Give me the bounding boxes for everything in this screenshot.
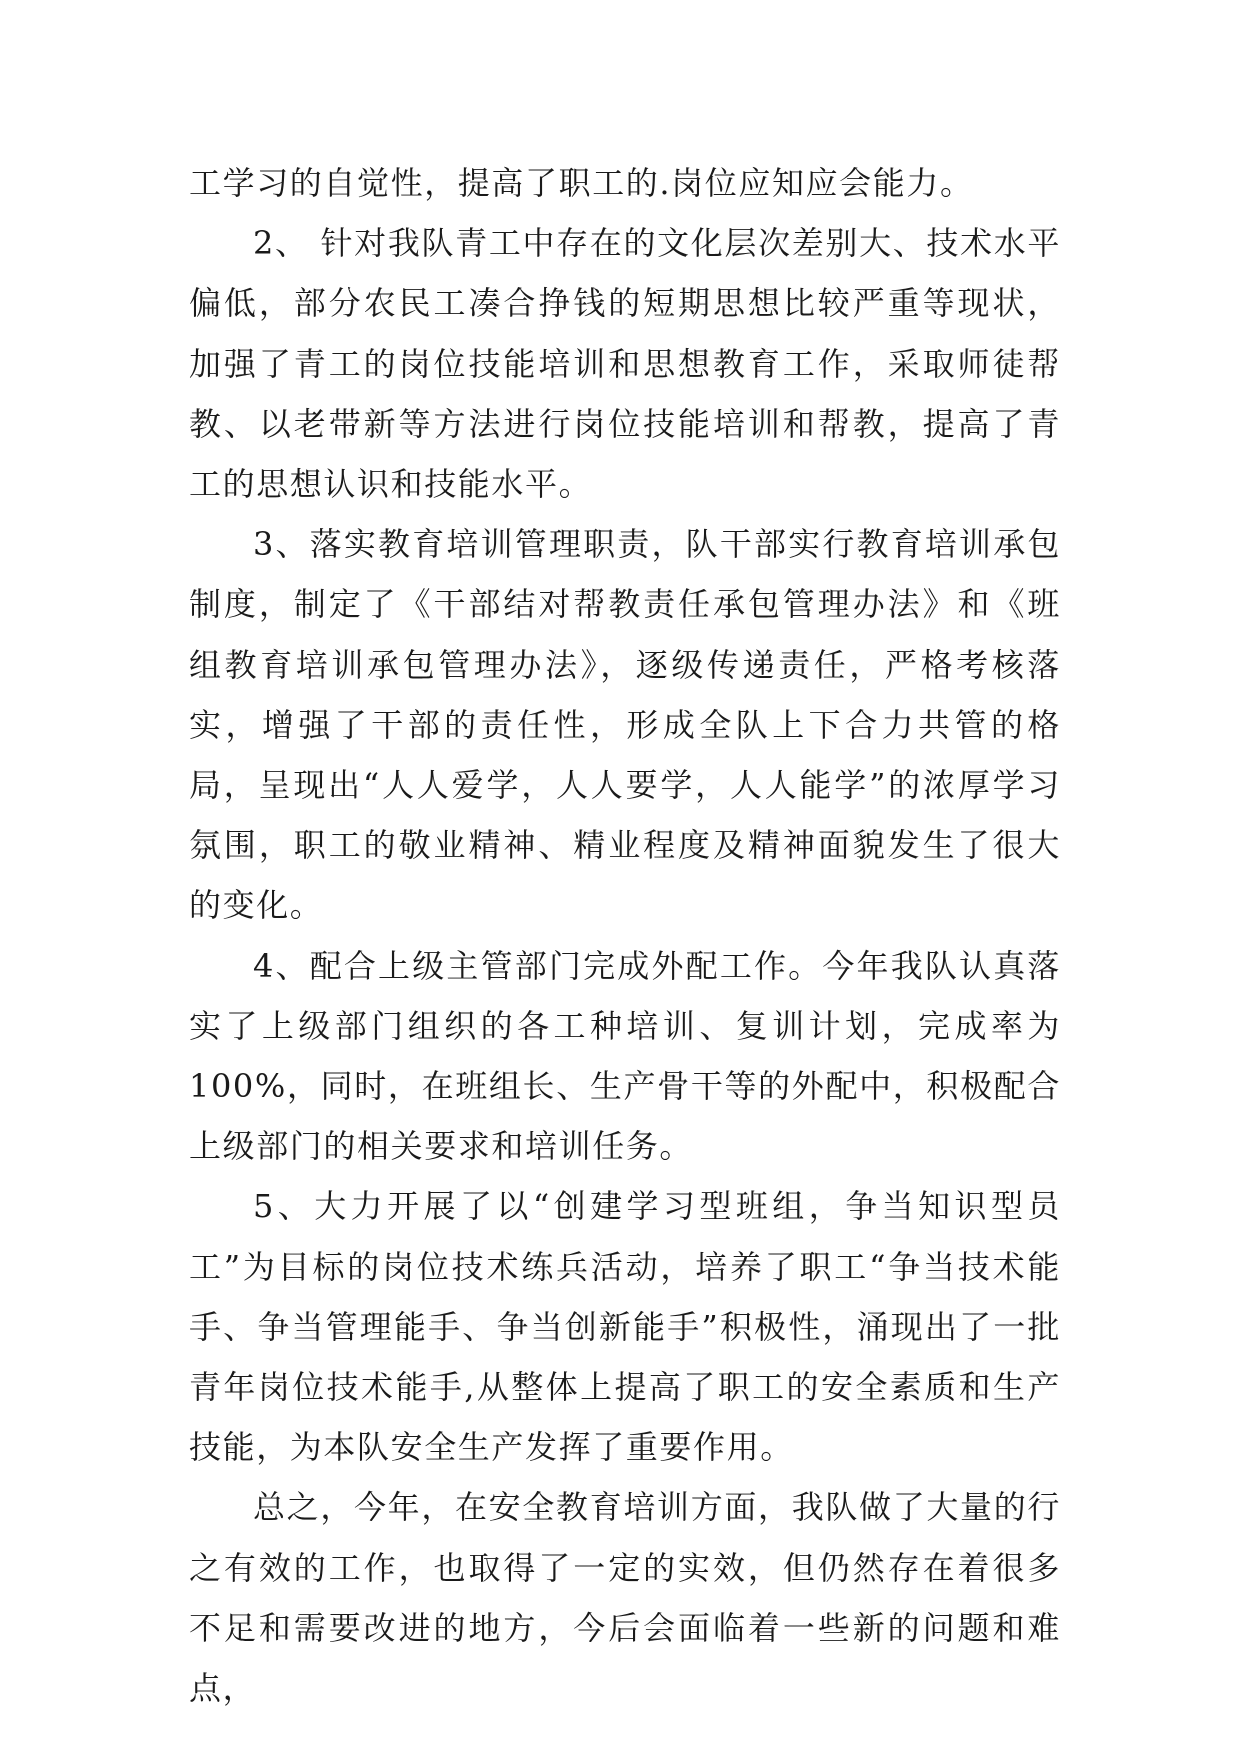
paragraph-summary: 总之，今年，在安全教育培训方面，我队做了大量的行之有效的工作，也取得了一定的实效，但仍然存在着很多不足和需要改进的地方，今后会面临着一些新的问题和难点， xyxy=(189,1488,1061,1708)
paragraph-continuation: 工学习的自觉性，提高了职工的.岗位应知应会能力。 xyxy=(189,164,974,202)
paragraph-item-3: 3、落实教育培训管理职责，队干部实行教育培训承包制度，制定了《干部结对帮教责任承包管理办法》和《班组教育培训承包管理办法》，逐级传递责任，严格考核落实，增强了干部的责任性，形成全队上下合力共管的格局，呈现出“人人爱学，人人要学，人人能学”的浓厚学习氛围，职工的敬业精神、精业程度及精神面貌发生了很大的变化。 xyxy=(189,525,1061,925)
paragraph-item-5: 5、大力开展了以“创建学习型班组，争当知识型员工”为目标的岗位技术练兵活动，培养了职工“争当技术能手、争当管理能手、争当创新能手”积极性，涌现出了一批青年岗位技术能手,从整体上提高了职工的安全素质和生产技能，为本队安全生产发挥了重要作用。 xyxy=(189,1187,1061,1467)
paragraph-item-4: 4、配合上级主管部门完成外配工作。今年我队认真落实了上级部门组织的各工种培训、复训计划，完成率为100%，同时，在班组长、生产骨干等的外配中，积极配合上级部门的相关要求和培训任务。 xyxy=(189,946,1061,1166)
document-body xyxy=(189,153,1061,1718)
paragraph-item-2: 2、 针对我队青工中存在的文化层次差别大、技术水平偏低，部分农民工凑合挣钱的短期思想比较严重等现状，加强了青工的岗位技能培训和思想教育工作，采取师徒帮教、以老带新等方法进行岗位技能培训和帮教，提高了青工的思想认识和技能水平。 xyxy=(189,224,1061,504)
